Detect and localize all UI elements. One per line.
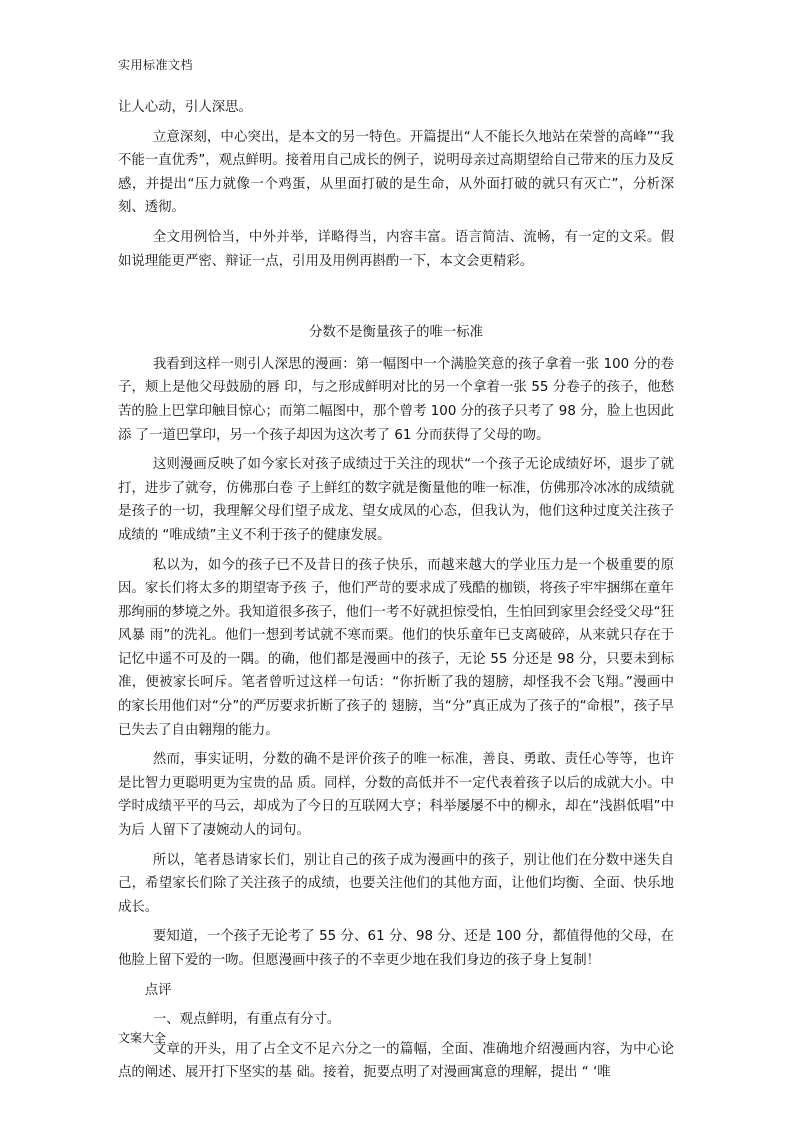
paragraph: 文章的开头，用了占全文不足六分之一的篇幅，全面、准确地介绍漫画内容，为中心论点的阐述、展开打下坚实的基 础。接着，扼要点明了对漫画寓意的理解，提出 “ ‘唯 (118, 1041, 674, 1081)
paragraph: 然而，事实证明，分数的确不是评价孩子的唯一标准，善良、勇敢、责任心等等，也许是比智力更聪明更为宝贵的品 质。同样，分数的高低并不一定代表着孩子以后的成就大小。中学时成绩平平的马云，却成为了今日的互联网大亨；科举屡屡不中的柳永，却在“浅斟低唱”中为后 人留下了凄婉动人的词句。 (118, 752, 674, 839)
paragraph: 让人心动，引人深思。 (118, 100, 252, 115)
review-label: 点评 (144, 982, 172, 998)
review-point: 一、观点鲜明，有重点有分寸。 (152, 1012, 341, 1028)
paragraph: 我看到这样一则引人深思的漫画：第一幅图中一个满脸笑意的孩子拿着一张 100 分的卷子，颊上是他父母鼓励的唇 印，与之形成鲜明对比的另一个拿着一张 55 分卷子的孩子，他愁苦的脸上巴掌印触目惊心；而第二幅图中，那个曾考 100 分的孩子只考了 98 分，脸上也因此添 了一道巴掌印，另一个孩子却因为这次考了 61 分而获得了父母的吻。 (118, 356, 674, 443)
paragraph: 私以为，如今的孩子已不及昔日的孩子快乐，而越来越大的学业压力是一个极重要的原因。家长们将太多的期望寄予孩 子，他们严苛的要求成了残酷的枷锁，将孩子牢牢捆绑在童年那绚丽的梦境之外。我知道很多孩子，他们一考不好就担惊受怕，生怕回到家里会经受父母“狂风暴 雨”的洗礼。他们一想到考试就不寒而栗。他们的快乐童年已支离破碎，从来就只存在于记忆中遥不可及的一隅。的确，他们都是漫画中的孩子，无论 55 分还是 98 分，只要未到标准，便被家长呵斥。笔者曾听过这样一句话：“你折断了我的翅膀，却怪我不会飞翔。”漫画中的家长用他们对“分”的严厉要求折断了孩子的 翅膀，当“分”真正成为了孩子的“命根”，孩子早已失去了自由翱翔的能力。 (118, 557, 674, 738)
paragraph: 立意深刻，中心突出，是本文的另一特色。开篇提出“人不能长久地站在荣誉的高峰”“我不能一直优秀”，观点鲜明。接着用自己成长的例子，说明母亲过高期望给自己带来的压力及反感，并提出“压力就像一个鸡蛋，从里面打破的是生命，从外面打破的就只有灭亡”，分析深刻、透彻。 (118, 129, 674, 216)
document-body (118, 96, 674, 1091)
paragraph: 这则漫画反映了如今家长对孩子成绩过于关注的现状“一个孩子无论成绩好坏，退步了就打，进步了就夸，仿佛那白卷 子上鲜红的数字就是衡量他的唯一标准，仿佛那冷冰冰的成绩就是孩子的一切，我理解父母们望子成龙、望女成凤的心态，但我认为，他们这种过度关注孩子成绩的 “唯成绩”主义不利于孩子的健康发展。 (118, 457, 674, 543)
paragraph: 全文用例恰当，中外并举，详略得当，内容丰富。语言简洁、流畅，有一定的文采。假如说理能更严密、辩证一点，引用及用例再斟酌一下，本文会更精彩。 (118, 229, 674, 269)
paragraph: 要知道，一个孩子无论考了 55 分、61 分、98 分、还是 100 分，都值得他的父母，在他脸上留下爱的一吻。但愿漫画中孩子的不幸更少地在我们身边的孩子身上复制！ (118, 929, 674, 968)
article-title: 分数不是衡量孩子的唯一标准 (308, 325, 484, 341)
page-footer: 文案大全 (118, 1031, 167, 1045)
paragraph: 所以，笔者恳请家长们，别让自己的孩子成为漫画中的孩子，别让他们在分数中迷失自己，希望家长们除了关注孩子的成绩，也要关注他们的其他方面，让他们均衡、全面、快乐地成长。 (118, 852, 674, 915)
page-header: 实用标准文档 (118, 58, 194, 72)
